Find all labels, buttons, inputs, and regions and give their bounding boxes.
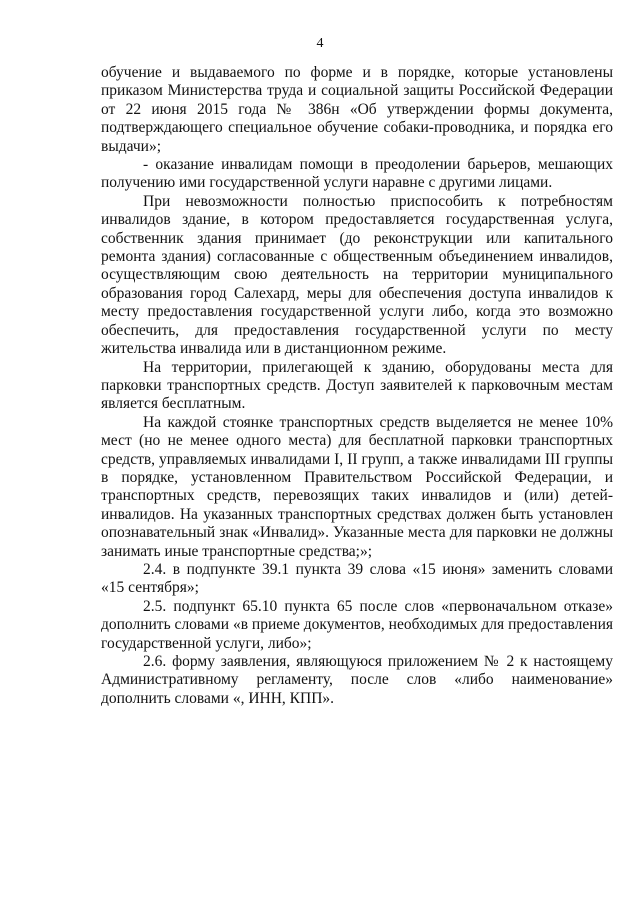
paragraph-assistance: - оказание инвалидам помощи в преодолении барьеров, мешающих получению ими государственной услуги наравне с другими лицами. [101, 156, 613, 192]
paragraph-parking-quota: На каждой стоянке транспортных средств выделяется не менее 10% мест (но не менее одного места) для бесплатной парковки транспортных средств, управляемых инвалидами I, II групп, а также инвалидами III группы в порядке, установленном Правительством Российской Федерации, и транспортных средств, перевозящих таких инвалидов и (или) детей-инвалидов. На указанных транспортных средствах должен быть установлен опознавательный знак «Инвалид». Указанные места для парковки не должны занимать иные транспортные средства;»; [101, 413, 613, 560]
page-number: 4 [316, 36, 324, 51]
paragraph-building-adaptation: При невозможности полностью приспособить к потребностям инвалидов здание, в котором предоставляется государственная услуга, собственник здания принимает (до реконструкции или капитального ремонта здания) согласованные с общественным объединением инвалидов, осуществляющим свою деятельность на территории муниципального образования город Салехард, меры для обеспечения доступа инвалидов к месту предоставления государственной услуги либо, когда это возможно обеспечить, для предоставления государственной услуги по месту жительства инвалида или в дистанционном режиме. [101, 192, 613, 358]
paragraph-amendment-2-4: 2.4. в подпункте 39.1 пункта 39 слова «15 июня» заменить словами «15 сентября»; [101, 560, 613, 597]
paragraph-continuation: обучение и выдаваемого по форме и в порядке, которые установлены приказом Министерства труда и социальной защиты Российской Федерации от 22 июня 2015 года № 386н «Об утверждении формы документа, подтверждающего специальное обучение собаки-проводника, и порядка его выдачи»; [101, 64, 613, 155]
paragraph-amendment-2-5: 2.5. подпункт 65.10 пункта 65 после слов «первоначальном отказе» дополнить словами «в приеме документов, необходимых для предоставления государственной услуги, либо»; [101, 597, 613, 652]
document-body [101, 64, 613, 708]
paragraph-parking-territory: На территории, прилегающей к зданию, оборудованы места для парковки транспортных средств. Доступ заявителей к парковочным местам является бесплатным. [101, 358, 613, 413]
paragraph-amendment-2-6: 2.6. форму заявления, являющуюся приложением № 2 к настоящему Административному регламенту, после слов «либо наименование» дополнить словами «, ИНН, КПП». [101, 653, 613, 707]
